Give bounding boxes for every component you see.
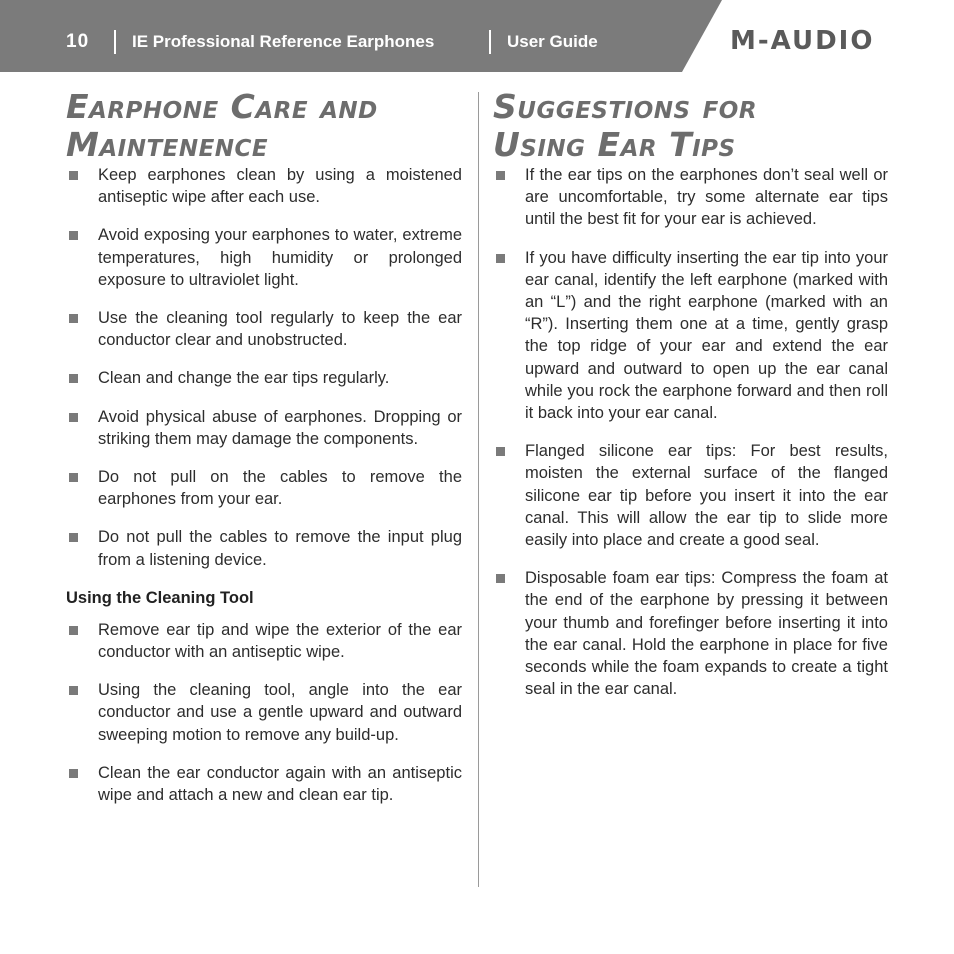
list-item: If the ear tips on the earphones don’t seal well or are uncomfortable, try some alternate ear tips until the best fit for your ear is achieved. (493, 164, 888, 231)
bullet-square-icon (69, 374, 78, 383)
cleaning-tool-heading: Using the Cleaning Tool (66, 588, 254, 607)
list-item: Clean and change the ear tips regularly. (66, 367, 462, 389)
care-section-title (66, 88, 462, 164)
list-item: Avoid physical abuse of earphones. Dropping or striking them may damage the components. (66, 406, 462, 450)
care-list (66, 164, 462, 571)
bullet-square-icon (69, 314, 78, 323)
bullet-square-icon (69, 413, 78, 422)
header-bar (0, 0, 954, 72)
brand-logo: M-AUDIO (730, 26, 875, 56)
title-line: Using Ear Tips (493, 125, 736, 164)
title-line: Earphone Care and (66, 87, 378, 126)
bullet-square-icon (496, 171, 505, 180)
list-item: Remove ear tip and wipe the exterior of the ear conductor with an antiseptic wipe. (66, 619, 462, 663)
bullet-square-icon (69, 231, 78, 240)
bullet-square-icon (69, 626, 78, 635)
bullet-square-icon (69, 171, 78, 180)
ear-tips-list (493, 164, 888, 700)
list-item: Use the cleaning tool regularly to keep the ear conductor clear and unobstructed. (66, 307, 462, 351)
title-line: Maintenence (66, 125, 269, 164)
bullet-square-icon (69, 473, 78, 482)
list-item: Using the cleaning tool, angle into the ear conductor and use a gentle upward and outward sweeping motion to remove any build-up. (66, 679, 462, 746)
care-section (66, 88, 462, 822)
header-separator (114, 30, 116, 54)
page-number: 10 (66, 31, 90, 52)
list-item: Flanged silicone ear tips: For best results, moisten the external surface of the flanged silicone ear tip before you insert it into the ear canal. This will allow the ear tip to slide more easily into place and create a good seal. (493, 440, 888, 551)
list-item: Avoid exposing your earphones to water, extreme temperatures, high humidity or prolonged exposure to ultraviolet light. (66, 224, 462, 291)
title-line: Suggestions for (493, 87, 758, 126)
document-type: User Guide (507, 32, 598, 51)
list-item: Keep earphones clean by using a moistened antiseptic wipe after each use. (66, 164, 462, 208)
bullet-square-icon (69, 686, 78, 695)
list-item: If you have difficulty inserting the ear tip into your ear canal, identify the left earphone (marked with an “L”) and the right earphone (marked with an “R”). Inserting them one at a time, gently grasp the top ridge of your ear and extend the ear upward and outward to open up the ear canal while you rock the earphone forward and then roll it back into your ear canal. (493, 247, 888, 425)
bullet-square-icon (69, 533, 78, 542)
ear-tips-section-title (493, 88, 888, 164)
list-item: Disposable foam ear tips: Compress the foam at the end of the earphone by pressing it between your thumb and forefinger before inserting it into the ear canal. Hold the earphone in place for five seconds while the foam expands to create a tight seal in the ear canal. (493, 567, 888, 700)
column-divider (478, 92, 479, 887)
ear-tips-section (493, 88, 888, 716)
list-item: Clean the ear conductor again with an antiseptic wipe and attach a new and clean ear tip. (66, 762, 462, 806)
list-item: Do not pull on the cables to remove the earphones from your ear. (66, 466, 462, 510)
header-separator (489, 30, 491, 54)
bullet-square-icon (496, 447, 505, 456)
document-title: IE Professional Reference Earphones (132, 32, 435, 51)
bullet-square-icon (69, 769, 78, 778)
bullet-square-icon (496, 574, 505, 583)
cleaning-list (66, 619, 462, 806)
list-item: Do not pull the cables to remove the input plug from a listening device. (66, 526, 462, 570)
bullet-square-icon (496, 254, 505, 263)
